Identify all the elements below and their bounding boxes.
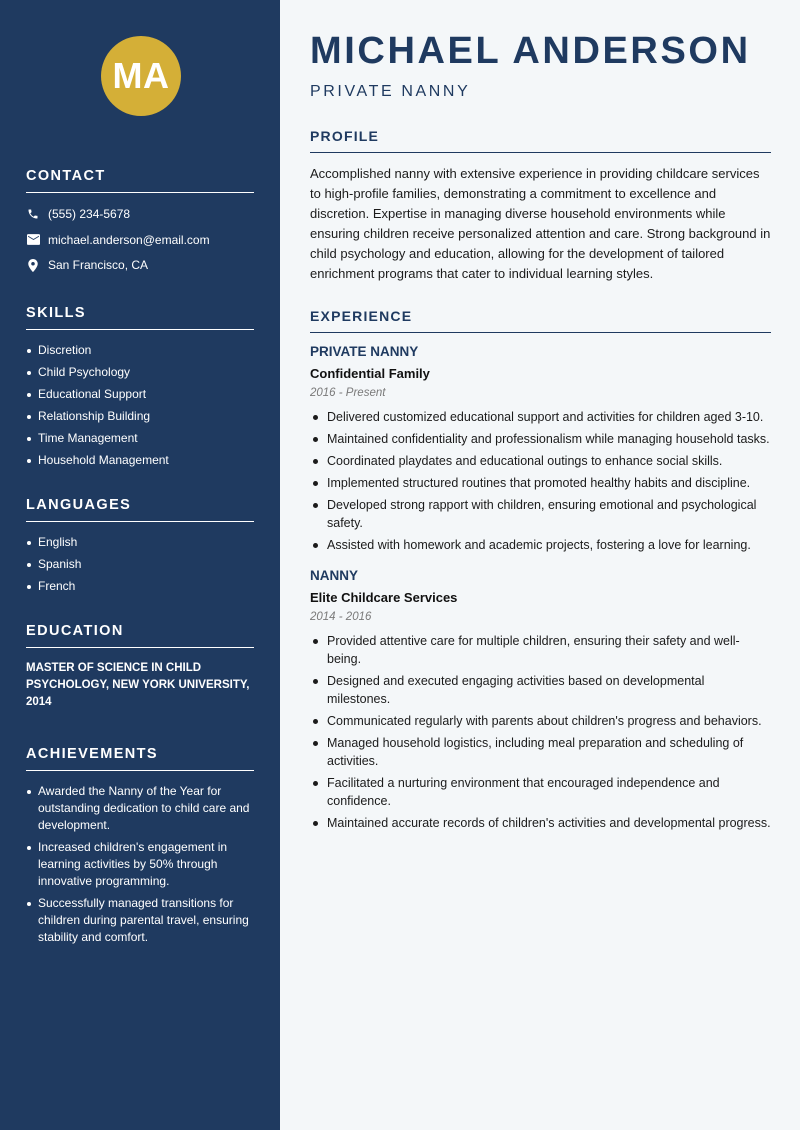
- language-item: Spanish: [26, 556, 254, 573]
- education-section: [26, 623, 254, 711]
- language-item: English: [26, 534, 254, 551]
- sidebar: [0, 0, 280, 1130]
- profile-text: Accomplished nanny with extensive experience in providing childcare services to high-profile families, demonstrating a commitment to excellence and discretion. Expertise in managing diverse household environments while ensuring children receive personalized attention and care. Strong background in child psychology and education, allowing for the development of tailored enrichment programs that cater to individual learning styles.: [310, 166, 771, 281]
- achievements-heading: ACHIEVEMENTS: [26, 746, 254, 771]
- achievement-item: Increased children's engagement in learning activities by 50% through innovative programming.: [26, 839, 254, 890]
- contact-location-row: [26, 256, 254, 274]
- candidate-title: PRIVATE NANNY: [310, 83, 471, 100]
- job-bullet: Maintained accurate records of children's activities and developmental progress.: [310, 814, 771, 832]
- skill-item: Educational Support: [26, 386, 254, 403]
- contact-location: San Francisco, CA: [48, 258, 149, 272]
- achievements-section: [26, 746, 254, 951]
- job-bullets: [310, 632, 771, 832]
- job-entry: [310, 568, 771, 832]
- profile-section: [310, 128, 771, 284]
- profile-heading: PROFILE: [310, 128, 771, 153]
- job-bullet: Delivered customized educational support and activities for children aged 3-10.: [310, 408, 771, 426]
- skills-heading: SKILLS: [26, 305, 254, 330]
- achievements-list: [26, 783, 254, 946]
- job-bullet: Implemented structured routines that promoted healthy habits and discipline.: [310, 474, 771, 492]
- job-dates: 2014 - 2016: [310, 611, 372, 623]
- experience-heading: EXPERIENCE: [310, 308, 771, 333]
- job-dates: 2016 - Present: [310, 387, 386, 399]
- email-icon: [26, 233, 40, 247]
- job-bullet: Provided attentive care for multiple children, ensuring their safety and well-being.: [310, 632, 771, 668]
- achievement-item: Awarded the Nanny of the Year for outstanding dedication to child care and development.: [26, 783, 254, 834]
- job-bullet: Coordinated playdates and educational outings to enhance social skills.: [310, 452, 771, 470]
- job-entry: [310, 344, 771, 554]
- skill-item: Relationship Building: [26, 408, 254, 425]
- job-title: PRIVATE NANNY: [310, 344, 419, 359]
- languages-section: [26, 497, 254, 600]
- job-bullet: Facilitated a nurturing environment that encouraged independence and confidence.: [310, 774, 771, 810]
- job-bullet: Designed and executed engaging activities based on developmental milestones.: [310, 672, 771, 708]
- skill-item: Child Psychology: [26, 364, 254, 381]
- language-item: French: [26, 578, 254, 595]
- job-title: NANNY: [310, 568, 359, 583]
- job-company: Elite Childcare Services: [310, 590, 458, 605]
- languages-heading: LANGUAGES: [26, 497, 254, 522]
- contact-section: [26, 168, 254, 282]
- initials-avatar: MA: [101, 36, 181, 116]
- job-bullet: Managed household logistics, including meal preparation and scheduling of activities.: [310, 734, 771, 770]
- phone-icon: [26, 207, 40, 221]
- education-entry: MASTER OF SCIENCE IN CHILD PSYCHOLOGY, NEW YORK UNIVERSITY, 2014: [26, 662, 250, 708]
- job-bullet: Assisted with homework and academic projects, fostering a love for learning.: [310, 536, 771, 554]
- job-bullets: [310, 408, 771, 554]
- languages-list: [26, 534, 254, 595]
- job-company: Confidential Family: [310, 366, 430, 381]
- contact-email[interactable]: michael.anderson@email.com: [48, 232, 210, 247]
- skill-item: Household Management: [26, 452, 254, 469]
- achievement-item: Successfully managed transitions for children during parental travel, ensuring stability and comfort.: [26, 895, 254, 946]
- contact-phone-row: [26, 205, 254, 223]
- candidate-name: MICHAEL ANDERSON: [310, 30, 751, 72]
- location-pin-icon: [26, 258, 40, 272]
- skill-item: Discretion: [26, 342, 254, 359]
- job-bullet: Maintained confidentiality and professionalism while managing household tasks.: [310, 430, 771, 448]
- contact-phone[interactable]: (555) 234-5678: [48, 207, 131, 221]
- contact-heading: CONTACT: [26, 168, 254, 193]
- experience-section: [310, 308, 771, 846]
- job-bullet: Developed strong rapport with children, ensuring emotional and psychological safety.: [310, 496, 771, 532]
- skills-section: [26, 305, 254, 474]
- education-heading: EDUCATION: [26, 623, 254, 648]
- skills-list: [26, 342, 254, 469]
- skill-item: Time Management: [26, 430, 254, 447]
- contact-email-row: [26, 231, 254, 249]
- job-bullet: Communicated regularly with parents about children's progress and behaviors.: [310, 712, 771, 730]
